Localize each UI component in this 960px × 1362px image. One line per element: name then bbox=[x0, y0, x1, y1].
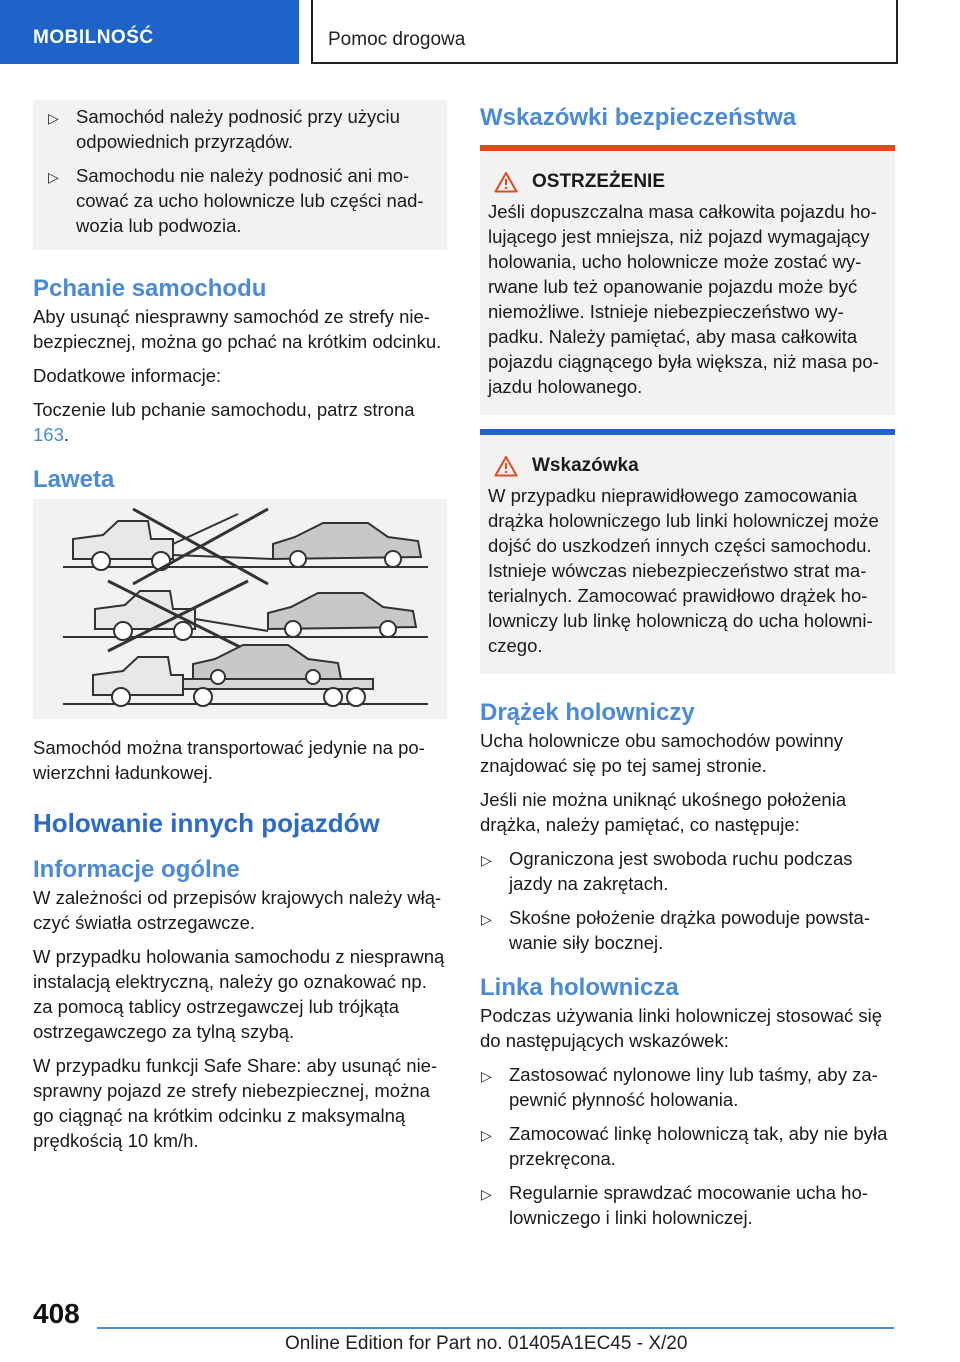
list-item: ▷ Zastosować nylonowe liny lub taśmy, aby zapewnić płynność holowania. bbox=[481, 1064, 878, 1110]
tow-truck-text: Samochód można transportować jedynie na powierzchni ładunkowej. bbox=[33, 737, 425, 783]
tow-rope-heading: Linka holownicza bbox=[480, 974, 679, 1001]
triangle-bullet-icon: ▷ bbox=[481, 911, 492, 927]
triangle-bullet-icon: ▷ bbox=[481, 1186, 492, 1202]
pushing-text: Aby usunąć niesprawny samochód ze strefy niebezpiecznej, można go pchać na krótkim odcinku. bbox=[33, 306, 442, 352]
towing-others-heading: Holowanie innych pojazdów bbox=[33, 808, 380, 838]
tow-rope-p1: Podczas używania linki holowniczej stosować się do następujących wskazówek: bbox=[480, 1005, 883, 1051]
list-item: ▷ Skośne położenie drążka powoduje powstawanie siły bocznej. bbox=[481, 907, 870, 953]
footer-divider bbox=[97, 1327, 894, 1329]
intro-bullet-box bbox=[33, 100, 447, 250]
tow-bar-p1: Ucha holownicze obu samochodów powinny znajdować się po tej samej stronie. bbox=[480, 730, 844, 776]
chapter-tab bbox=[311, 0, 898, 64]
triangle-bullet-icon: ▷ bbox=[481, 1127, 492, 1143]
tow-truck-drawing bbox=[33, 499, 447, 719]
safety-heading: Wskazówki bezpieczeństwa bbox=[480, 104, 797, 131]
section-title: MOBILNOŚĆ bbox=[33, 27, 154, 48]
left-column bbox=[33, 100, 447, 1162]
note-title-row bbox=[488, 455, 887, 477]
general-info-heading: Informacje ogólne bbox=[33, 856, 240, 883]
tow-rope-bullets bbox=[480, 1062, 895, 1230]
chapter-title: Pomoc drogowa bbox=[328, 29, 466, 50]
pushing-heading: Pchanie samochodu bbox=[33, 275, 267, 302]
general-info-p3: W przypadku funkcji Safe Share: aby usunąć niesprawny pojazd ze strefy niebezpiecznej, można go ciągnąć na krótkim odcinku z maksymalną prędkością 10 km/h. bbox=[33, 1055, 438, 1151]
warning-title-row bbox=[488, 171, 887, 193]
tow-truck-illustration bbox=[33, 499, 447, 719]
tow-bar-heading: Drążek holowniczy bbox=[480, 699, 695, 726]
list-item: ▷ Regularnie sprawdzać mocowanie ucha holowniczego i linki holowniczej. bbox=[481, 1182, 868, 1228]
general-info-p2: W przypadku holowania samochodu z niesprawną instalacją elektryczną, należy go oznakować np. za pomocą tablicy ostrzegawczej lub trójkąta ostrzegawczego za tylną szybą. bbox=[33, 946, 445, 1042]
edition-text: Online Edition for Part no. 01405A1EC45 - X/20 bbox=[285, 1333, 688, 1354]
page-number: 408 bbox=[33, 1298, 80, 1329]
warning-title: OSTRZEŻENIE bbox=[532, 171, 666, 192]
list-item: ▷ Samochód należy podnosić przy użyciu odpowiednich przyrządów. bbox=[48, 106, 400, 152]
section-tab bbox=[0, 0, 299, 64]
tow-truck-heading: Laweta bbox=[33, 466, 115, 493]
tow-bar-p2: Jeśli nie można uniknąć ukośnego położenia drążka, należy pamiętać, co następuje: bbox=[480, 789, 847, 835]
tow-bar-bullets bbox=[480, 846, 895, 955]
note-box bbox=[480, 429, 895, 674]
additional-info-label: Dodatkowe informacje: bbox=[33, 365, 222, 386]
triangle-bullet-icon: ▷ bbox=[481, 1068, 492, 1084]
note-triangle-icon bbox=[494, 455, 518, 477]
warning-text: Jeśli dopuszczalna masa całkowita pojazdu holującego jest mniejsza, niż pojazd wymagający holowania, ucho holownicze może zostać wyrwane lub też opanowanie pojazdu może być niemożliwe. Istnieje niebezpieczeństwo wypadku. Należy pamiętać, aby masa całkowita pojazdu ciągnącego była większa, niż masa pojazdu holowanego. bbox=[488, 201, 879, 397]
warning-triangle-icon bbox=[494, 171, 518, 193]
general-info-p1: W zależności od przepisów krajowych należy włączyć światła ostrzegawcze. bbox=[33, 887, 442, 933]
list-item: ▷ Samochodu nie należy podnosić ani mocować za ucho holownicze lub części nadwozia lub podwozia. bbox=[48, 165, 424, 236]
intro-bullets bbox=[47, 104, 433, 238]
list-item: ▷ Ograniczona jest swoboda ruchu podczas jazdy na zakrętach. bbox=[481, 848, 853, 894]
note-title: Wskazówka bbox=[532, 455, 639, 476]
triangle-bullet-icon: ▷ bbox=[48, 169, 59, 185]
list-item: ▷ Zamocować linkę holowniczą tak, aby nie była przekręcona. bbox=[481, 1123, 888, 1169]
triangle-bullet-icon: ▷ bbox=[481, 852, 492, 868]
page-link[interactable]: 163 bbox=[33, 424, 64, 445]
page-reference: Toczenie lub pchanie samochodu, patrz strona 163. bbox=[33, 399, 415, 445]
right-column bbox=[480, 100, 895, 1239]
warning-box bbox=[480, 145, 895, 415]
triangle-bullet-icon: ▷ bbox=[48, 110, 59, 126]
note-text: W przypadku nieprawidłowego zamocowania drążka holowniczego lub linki holowniczej może dojść do uszkodzeń innych części samochodu. Istnieje wówczas niebezpieczeństwo strat materialnych. Zamocować prawidłowo drążek holowniczy lub linkę holowniczą do ucha holowniczego. bbox=[488, 485, 879, 656]
